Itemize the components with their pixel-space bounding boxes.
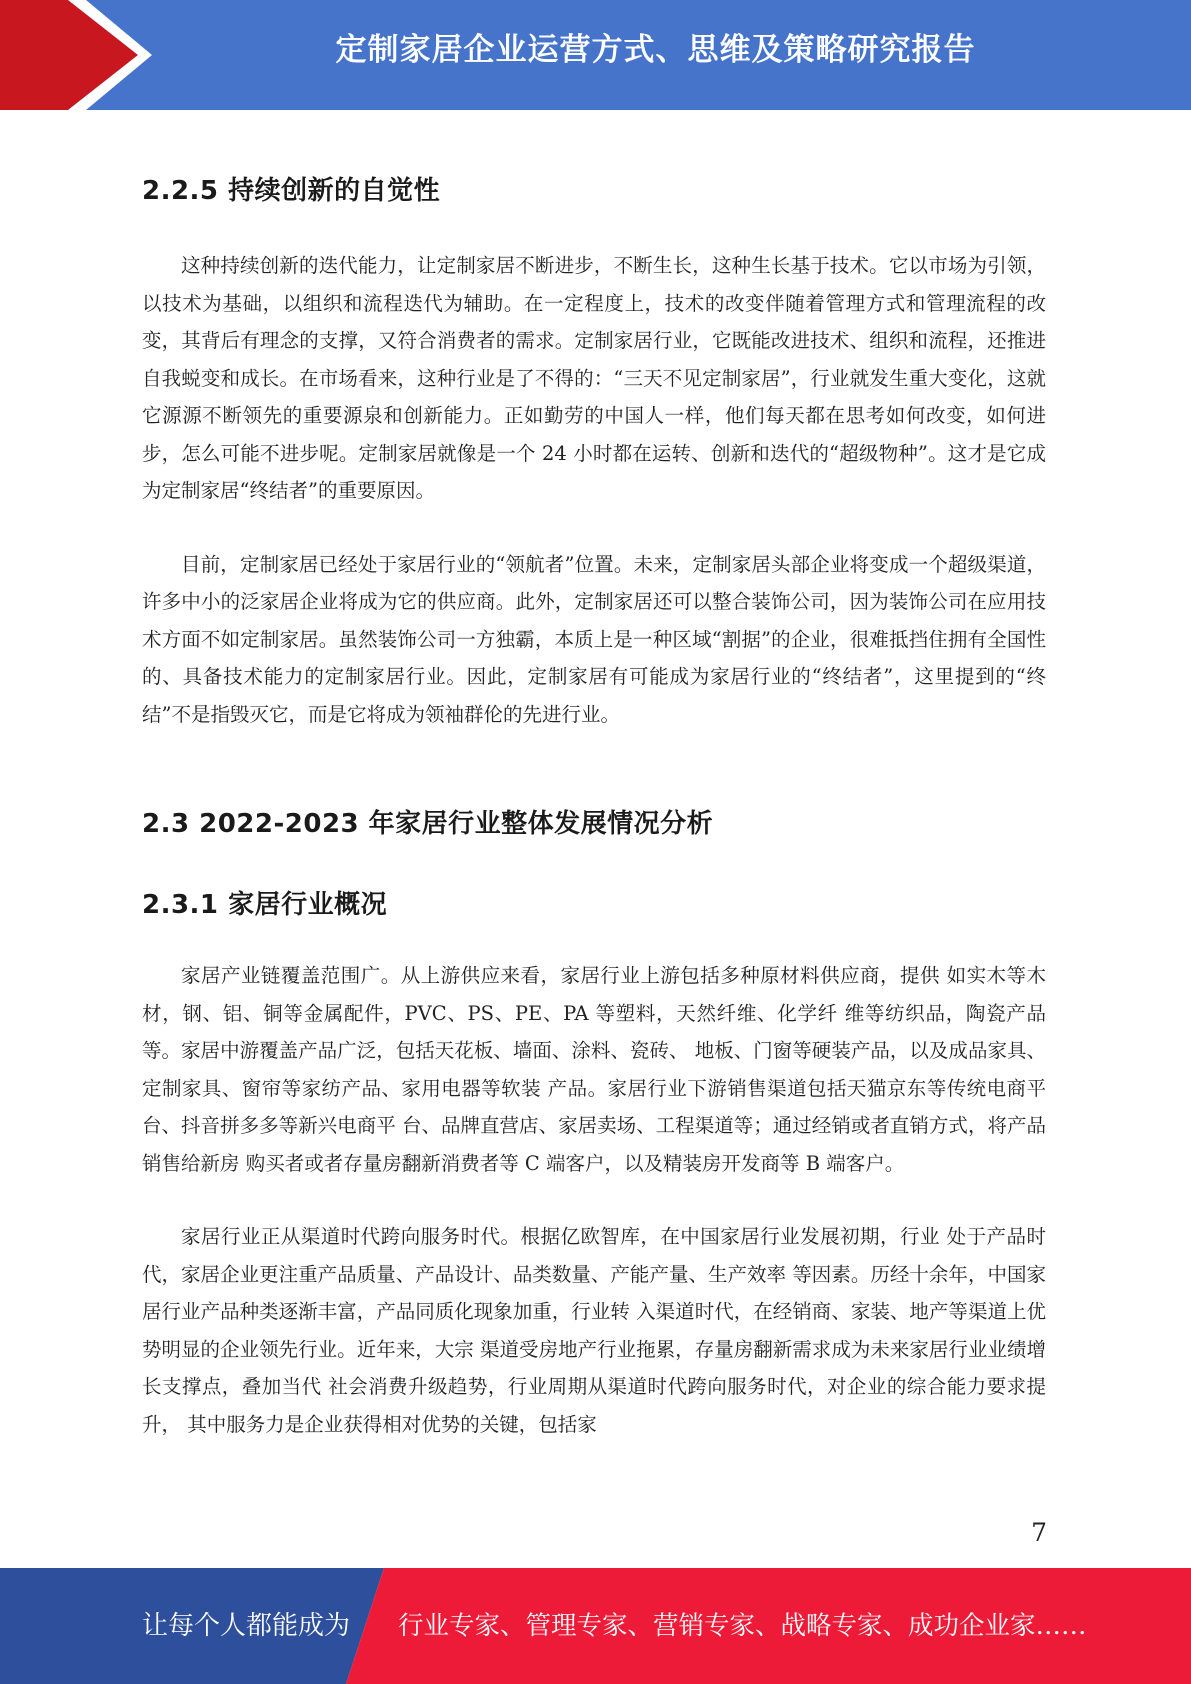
paragraph-industry-overview-1: 家居产业链覆盖范围广。从上游供应来看，家居行业上游包括多种原材料供应商，提供 如实木等木材，钢、铝、铜等金属配件，PVC、PS、PE、PA 等塑料，天然纤维、化学纤 维等纺织品，陶瓷产品等。家居中游覆盖产品广泛，包括天花板、墙面、涂料、瓷砖、 地板、门窗等硬装产品，以及成品家具、定制家具、窗帘等家纺产品、家用电器等软装 产品。家居行业下游销售渠道包括天猫京东等传统电商平台、抖音拼多多等新兴电商平 台、品牌直营店、家居卖场、工程渠道等；通过经销或者直销方式，将产品销售给新房 购买者或者存量房翻新消费者等 C 端客户，以及精装房开发商等 B 端客户。 <box>142 964 1046 1175</box>
paragraph-innovation-1: 这种持续创新的迭代能力，让定制家居不断进步，不断生长，这种生长基于技术。它以市场为引领，以技术为基础，以组织和流程迭代为辅助。在一定程度上，技术的改变伴随着管理方式和管理流程的改变，其背后有理念的支撑，又符合消费者的需求。定制家居行业，它既能改进技术、组织和流程，还推进自我蜕变和成长。在市场看来，这种行业是了不得的：“三天不见定制家居”，行业就发生重大变化，这就它源源不断领先的重要源泉和创新能力。正如勤劳的中国人一样，他们每天都在思考如何改变，如何进步，怎么可能不进步呢。定制家居就像是一个 24 小时都在运转、创新和迭代的“超级物种”。这才是它成为定制家居“终结者”的重要原因。 <box>142 254 1046 502</box>
page-number: 7 <box>1031 1518 1047 1547</box>
report-title: 定制家居企业运营方式、思维及策略研究报告 <box>335 32 976 68</box>
page-footer <box>0 1568 1191 1684</box>
header-arrow-decoration <box>0 0 160 110</box>
section-heading-2-3: 2.3 2022-2023 年家居行业整体发展情况分析 <box>142 809 714 839</box>
section-heading-2-3-1: 2.3.1 家居行业概况 <box>142 890 388 920</box>
footer-slogan-left: 让每个人都能成为 <box>142 1611 351 1641</box>
paragraph-industry-overview-2: 家居行业正从渠道时代跨向服务时代。根据亿欧智库，在中国家居行业发展初期，行业 处于产品时代，家居企业更注重产品质量、产品设计、品类数量、产能产量、生产效率 等因素。历经十余年，中国家居行业产品种类逐渐丰富，产品同质化现象加重，行业转 入渠道时代，在经销商、家装、地产等渠道上优势明显的企业领先行业。近年来，大宗 渠道受房地产行业拖累，存量房翻新需求成为未来家居行业业绩增长支撑点，叠加当代 社会消费升级趋势，行业周期从渠道时代跨向服务时代，对企业的综合能力要求提升， 其中服务力是企业获得相对优势的关键，包括家 <box>142 1225 1046 1436</box>
footer-slogan-right: 行业专家、管理专家、营销专家、战略专家、成功企业家…… <box>398 1611 1087 1641</box>
page-content <box>142 150 1046 1443</box>
section-heading-2-2-5: 2.2.5 持续创新的自觉性 <box>142 176 441 206</box>
page-header <box>0 0 1191 110</box>
paragraph-innovation-2: 目前，定制家居已经处于家居行业的“领航者”位置。未来，定制家居头部企业将变成一个超级渠道，许多中小的泛家居企业将成为它的供应商。此外，定制家居还可以整合装饰公司，因为装饰公司在应用技术方面不如定制家居。虽然装饰公司一方独霸，本质上是一种区域“割据”的企业，很难抵挡住拥有全国性的、具备技术能力的定制家居行业。因此，定制家居有可能成为家居行业的“终结者”，这里提到的“终结”不是指毁灭它，而是它将成为领袖群伦的先进行业。 <box>142 552 1046 726</box>
